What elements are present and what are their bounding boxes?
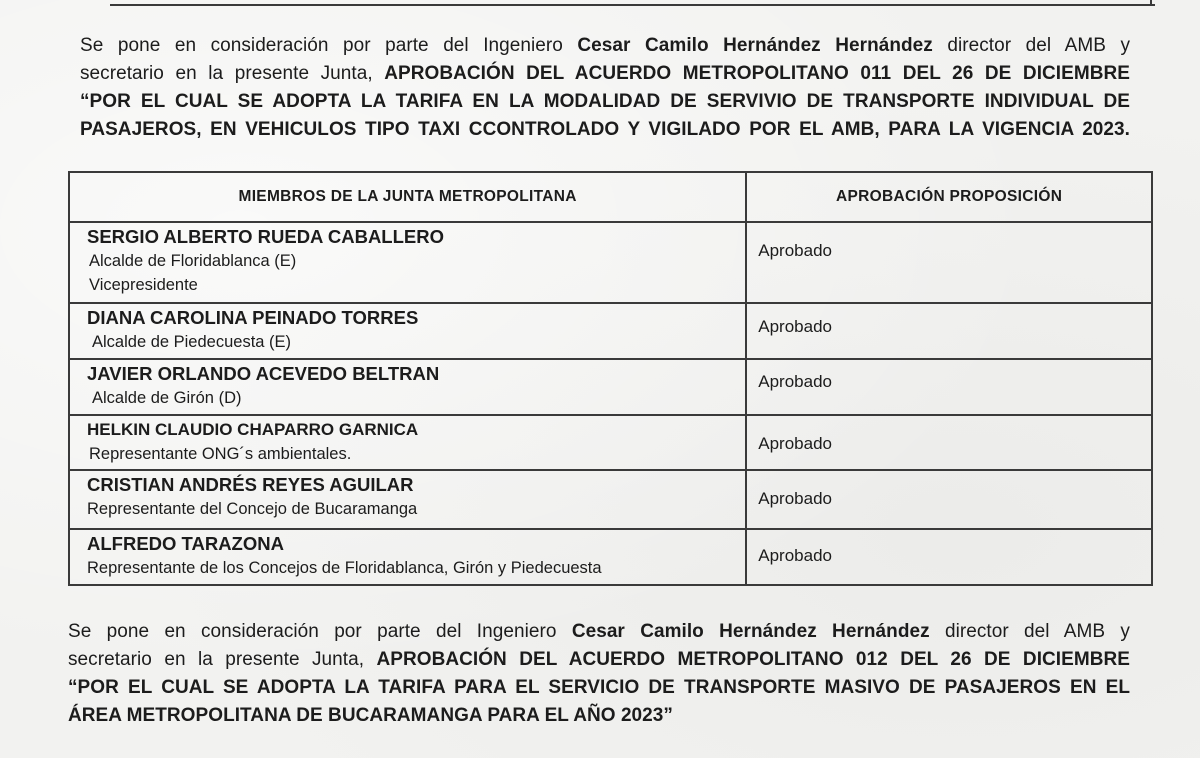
bold-run: Cesar Camilo Hernández Hernández: [571, 621, 930, 642]
bold-run: “POR EL CUAL SE ADOPTA LA TARIFA EN LA MODALIDAD DE SERVIVIO DE TRANSPORTE INDIVIDUAL DE: [80, 91, 1130, 112]
member-role: Alcalde de Piedecuesta (E): [92, 333, 292, 351]
member-cell: [69, 359, 746, 415]
member-role: Vicepresidente: [89, 276, 198, 294]
approval-status: Aprobado: [758, 489, 832, 508]
bold-run: Cesar Camilo Hernández Hernández: [577, 35, 933, 56]
table-row: [69, 303, 1152, 359]
approval-cell: [746, 470, 1152, 529]
text-run: Se pone en consideración por parte del Ingeniero: [80, 35, 578, 56]
bold-run: “POR EL CUAL SE ADOPTA LA TARIFA PARA EL SERVICIO DE TRANSPORTE MASIVO DE PASAJEROS EN EL: [68, 677, 1130, 698]
bold-run: ÁREA METROPOLITANA DE BUCARAMANGA PARA EL AÑO 2023”: [68, 705, 673, 726]
paragraph-line: [80, 32, 1130, 60]
paragraph-acuerdo-011: [80, 32, 1130, 144]
bold-run: APROBACIÓN DEL ACUERDO METROPOLITANO 011 DEL 26 DE DICIEMBRE: [384, 63, 1130, 84]
table-row: [69, 359, 1152, 415]
approval-cell: [746, 359, 1152, 415]
paragraph-acuerdo-012: [68, 618, 1130, 730]
approval-status: Aprobado: [758, 372, 832, 391]
member-name: DIANA CAROLINA PEINADO TORRES: [87, 307, 419, 328]
text-run: secretario en la presente Junta,: [68, 649, 377, 670]
table-row: [69, 222, 1152, 303]
bold-run: APROBACIÓN DEL ACUERDO METROPOLITANO 012 DEL 26 DE DICIEMBRE: [376, 649, 1131, 670]
member-name: ALFREDO TARAZONA: [87, 533, 284, 554]
text-run: director del AMB y: [929, 621, 1130, 642]
header-approval: APROBACIÓN PROPOSICIÓN: [746, 172, 1152, 222]
paragraph-line: [68, 702, 1130, 730]
member-role: Alcalde de Girón (D): [92, 389, 242, 407]
junta-members-table: [68, 171, 1153, 586]
header-members: MIEMBROS DE LA JUNTA METROPOLITANA: [69, 172, 746, 222]
approval-status: Aprobado: [758, 434, 832, 453]
member-name: CRISTIAN ANDRÉS REYES AGUILAR: [87, 474, 414, 495]
member-role: Representante ONG´s ambientales.: [89, 445, 352, 463]
member-cell: [69, 470, 746, 529]
member-role: Representante de los Concejos de Floridablanca, Girón y Piedecuesta: [87, 559, 602, 577]
table-row: [69, 415, 1152, 470]
member-name: SERGIO ALBERTO RUEDA CABALLERO: [87, 226, 444, 247]
paragraph-line: [80, 60, 1130, 88]
table-header-row: [69, 172, 1152, 222]
member-name: JAVIER ORLANDO ACEVEDO BELTRAN: [87, 363, 440, 384]
member-name: HELKIN CLAUDIO CHAPARRO GARNICA: [87, 420, 419, 439]
member-cell: [69, 303, 746, 359]
table-row: [69, 529, 1152, 585]
approval-cell: [746, 529, 1152, 585]
paragraph-line: [68, 674, 1130, 702]
approval-status: Aprobado: [758, 317, 832, 336]
member-cell: [69, 222, 746, 303]
text-run: Se pone en consideración por parte del Ingeniero: [68, 621, 572, 642]
member-cell: [69, 529, 746, 585]
bold-run: PASAJEROS, EN VEHICULOS TIPO TAXI CCONTROLADO Y VIGILADO POR EL AMB, PARA LA VIGENCIA 2023.: [80, 119, 1130, 140]
member-role: Alcalde de Floridablanca (E): [89, 252, 297, 270]
text-run: secretario en la presente Junta,: [80, 63, 385, 84]
paragraph-line: [68, 618, 1130, 646]
member-role: Representante del Concejo de Bucaramanga: [87, 500, 418, 518]
paragraph-line: [80, 88, 1130, 116]
approval-cell: [746, 222, 1152, 303]
top-table-corner: [1150, 0, 1152, 6]
approval-status: Aprobado: [758, 241, 832, 260]
approval-cell: [746, 303, 1152, 359]
top-table-border: [110, 0, 1155, 6]
approval-status: Aprobado: [758, 546, 832, 565]
member-cell: [69, 415, 746, 470]
table-row: [69, 470, 1152, 529]
text-run: director del AMB y: [932, 35, 1130, 56]
paragraph-line: [68, 646, 1130, 674]
paragraph-line: [80, 116, 1130, 144]
approval-cell: [746, 415, 1152, 470]
